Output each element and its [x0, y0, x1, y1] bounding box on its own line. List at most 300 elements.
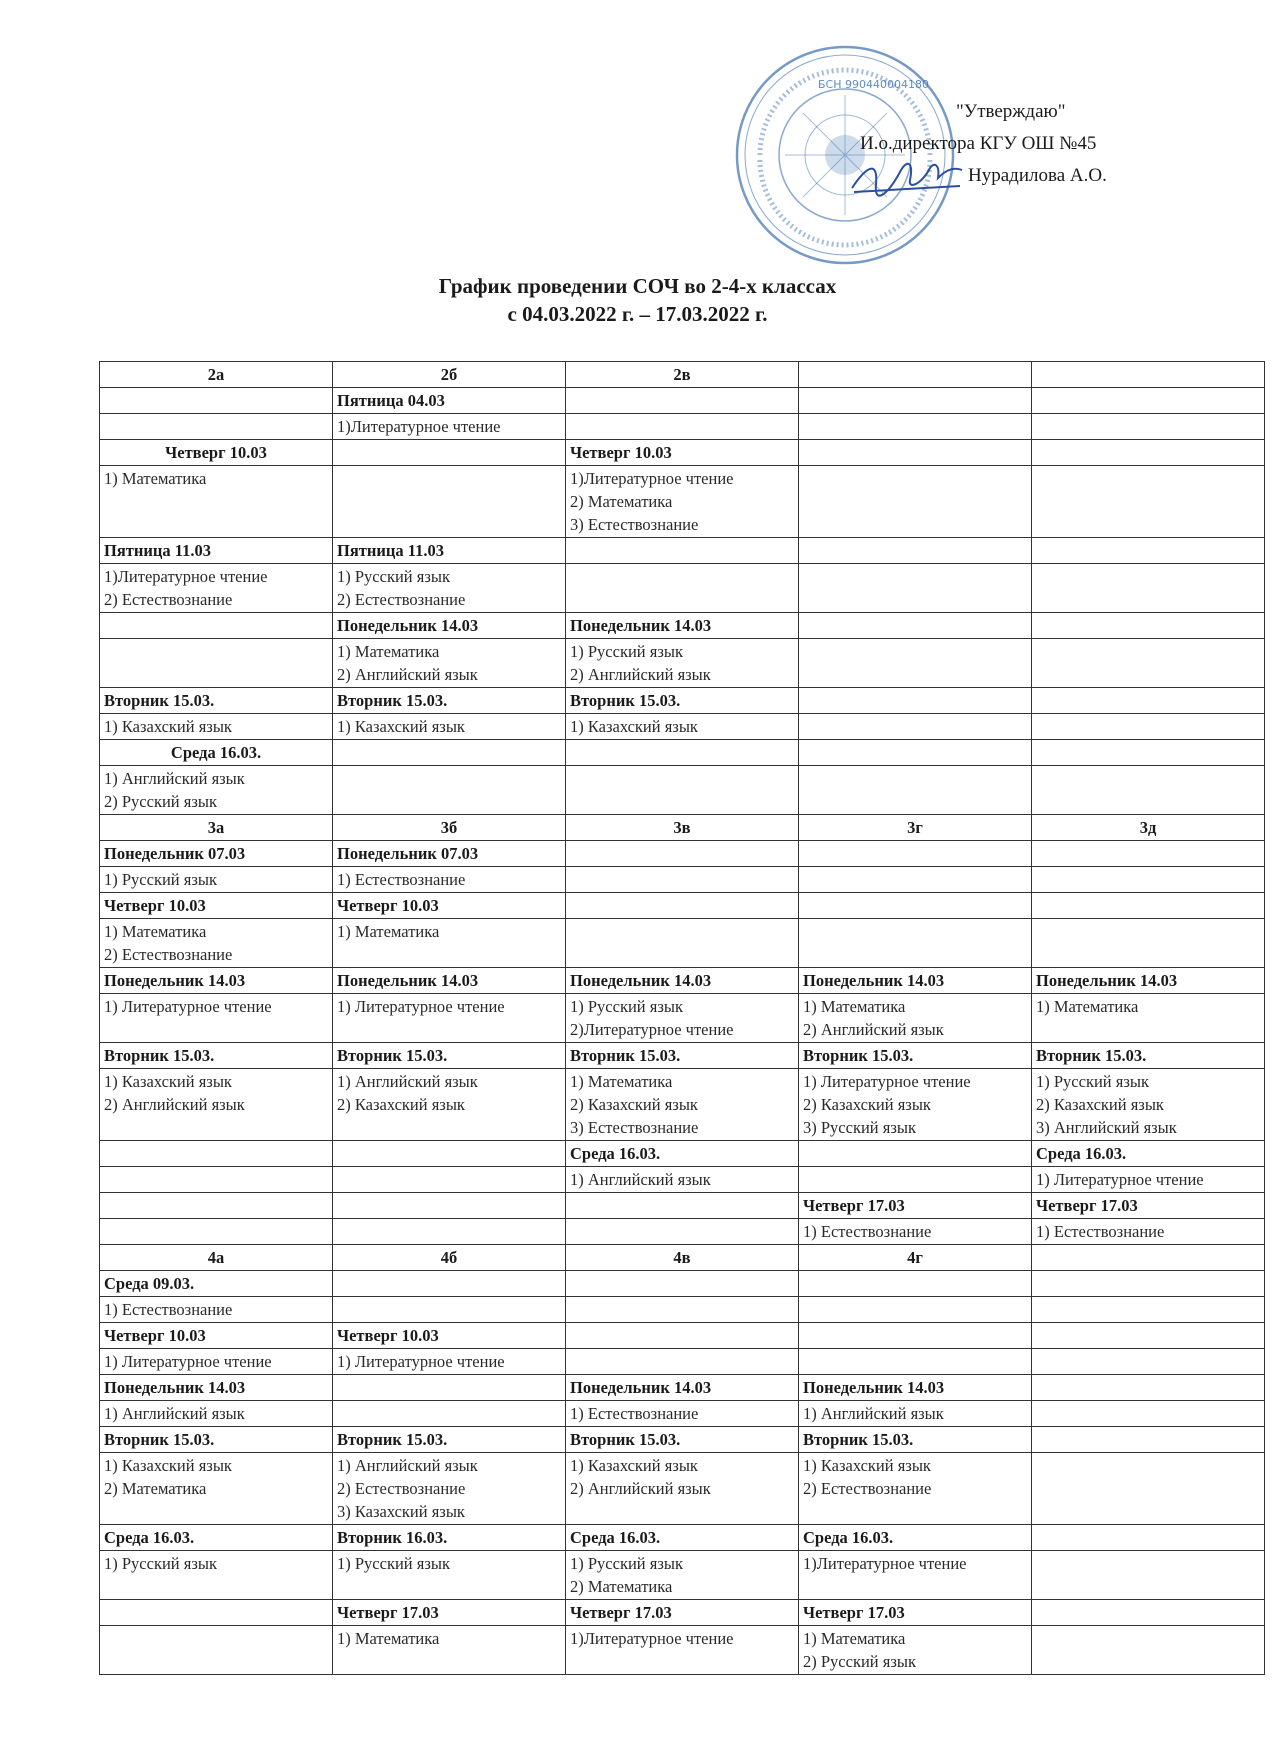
- subject-line: 1) Русский язык: [570, 642, 683, 661]
- subject-line: 1) Русский язык: [570, 997, 683, 1016]
- subject-cell: [566, 1219, 799, 1245]
- day-cell: [799, 1323, 1032, 1349]
- subject-line: 1) Литературное чтение: [337, 1352, 505, 1371]
- day-cell: [1032, 740, 1265, 766]
- subject-line: 2) Казахский язык: [570, 1095, 698, 1114]
- subject-row: [100, 1453, 1265, 1525]
- class-header-row: [100, 815, 1265, 841]
- subject-cell: [1032, 1453, 1265, 1525]
- class-header-cell: 4а: [100, 1245, 333, 1271]
- subject-cell: [1032, 1069, 1265, 1141]
- subject-cell: [333, 639, 566, 688]
- subject-cell: [100, 1453, 333, 1525]
- day-cell: Понедельник 14.03: [566, 1375, 799, 1401]
- subject-cell: [1032, 919, 1265, 968]
- day-cell: Четверг 10.03: [100, 893, 333, 919]
- day-cell: Вторник 15.03.: [799, 1427, 1032, 1453]
- subject-cell: [1032, 867, 1265, 893]
- page-title: [0, 272, 1275, 328]
- approval-heading: "Утверждаю": [956, 101, 1066, 122]
- subject-line: 2)Литературное чтение: [570, 1020, 734, 1039]
- day-cell: Понедельник 14.03: [100, 968, 333, 994]
- subject-line: 2) Английский язык: [337, 665, 478, 684]
- subject-cell: [799, 1401, 1032, 1427]
- day-cell: Понедельник 14.03: [333, 968, 566, 994]
- class-header-cell: [799, 362, 1032, 388]
- day-cell: [1032, 893, 1265, 919]
- day-cell: [566, 740, 799, 766]
- subject-line: 2) Математика: [570, 1577, 673, 1596]
- day-cell: Среда 09.03.: [100, 1271, 333, 1297]
- subject-cell: [566, 1626, 799, 1675]
- day-row: [100, 1043, 1265, 1069]
- subject-line: 1) Математика: [803, 997, 906, 1016]
- subject-cell: [100, 414, 333, 440]
- subject-cell: [333, 919, 566, 968]
- subject-line: 3) Естествознание: [570, 515, 699, 534]
- class-header-cell: 4г: [799, 1245, 1032, 1271]
- day-cell: [566, 893, 799, 919]
- subject-line: 1)Литературное чтение: [104, 567, 268, 586]
- day-cell: Вторник 15.03.: [100, 688, 333, 714]
- subject-cell: [799, 994, 1032, 1043]
- subject-cell: [1032, 1401, 1265, 1427]
- subject-line: 1) Литературное чтение: [337, 997, 505, 1016]
- subject-cell: [333, 1297, 566, 1323]
- day-cell: Вторник 15.03.: [566, 1043, 799, 1069]
- subject-line: 1) Английский язык: [104, 1404, 245, 1423]
- subject-cell: [566, 1453, 799, 1525]
- subject-cell: [799, 1453, 1032, 1525]
- class-header-cell: 2а: [100, 362, 333, 388]
- subject-line: 1) Русский язык: [337, 1554, 450, 1573]
- day-cell: [100, 1193, 333, 1219]
- day-cell: Понедельник 14.03: [566, 613, 799, 639]
- subject-line: 1) Английский язык: [570, 1170, 711, 1189]
- day-cell: Вторник 15.03.: [799, 1043, 1032, 1069]
- class-header-cell: 3г: [799, 815, 1032, 841]
- day-cell: Четверг 17.03: [1032, 1193, 1265, 1219]
- subject-line: 1) Математика: [337, 922, 440, 941]
- day-cell: [799, 388, 1032, 414]
- subject-line: 1) Русский язык: [104, 1554, 217, 1573]
- day-row: [100, 1427, 1265, 1453]
- day-cell: [566, 538, 799, 564]
- subject-row: [100, 994, 1265, 1043]
- class-header-cell: 3в: [566, 815, 799, 841]
- day-cell: [1032, 1525, 1265, 1551]
- day-cell: Четверг 10.03: [566, 440, 799, 466]
- subject-line: 1)Литературное чтение: [803, 1554, 967, 1573]
- subject-cell: [566, 1349, 799, 1375]
- subject-row: [100, 466, 1265, 538]
- day-cell: [333, 1375, 566, 1401]
- day-cell: Пятница 04.03: [333, 388, 566, 414]
- subject-cell: [799, 639, 1032, 688]
- subject-cell: [799, 1349, 1032, 1375]
- subject-line: 1) Математика: [337, 642, 440, 661]
- subject-line: 1)Литературное чтение: [570, 1629, 734, 1648]
- day-cell: [799, 613, 1032, 639]
- subject-line: 1) Естествознание: [337, 870, 466, 889]
- subject-cell: [1032, 714, 1265, 740]
- subject-cell: [566, 1167, 799, 1193]
- day-cell: [1032, 841, 1265, 867]
- subject-cell: [333, 1453, 566, 1525]
- subject-line: 1) Математика: [104, 469, 207, 488]
- day-cell: [333, 1141, 566, 1167]
- subject-cell: [100, 766, 333, 815]
- day-cell: [799, 538, 1032, 564]
- day-cell: [1032, 440, 1265, 466]
- subject-cell: [1032, 564, 1265, 613]
- day-cell: Четверг 17.03: [799, 1600, 1032, 1626]
- subject-line: 2) Русский язык: [803, 1652, 916, 1671]
- subject-cell: [1032, 466, 1265, 538]
- subject-cell: [799, 766, 1032, 815]
- day-cell: [799, 1271, 1032, 1297]
- subject-line: 1) Казахский язык: [570, 717, 698, 736]
- day-cell: Понедельник 14.03: [333, 613, 566, 639]
- subject-cell: [566, 414, 799, 440]
- subject-row: [100, 1069, 1265, 1141]
- subject-cell: [1032, 994, 1265, 1043]
- subject-cell: [1032, 414, 1265, 440]
- subject-cell: [100, 1551, 333, 1600]
- day-row: [100, 1323, 1265, 1349]
- day-cell: [100, 1600, 333, 1626]
- subject-line: 1) Английский язык: [104, 769, 245, 788]
- subject-line: 1) Естествознание: [104, 1300, 233, 1319]
- subject-row: [100, 1297, 1265, 1323]
- subject-line: 1) Казахский язык: [803, 1456, 931, 1475]
- subject-line: 1) Математика: [570, 1072, 673, 1091]
- day-cell: [100, 1141, 333, 1167]
- subject-line: 2) Казахский язык: [1036, 1095, 1164, 1114]
- subject-line: 1) Математика: [104, 922, 207, 941]
- day-cell: Четверг 10.03: [333, 893, 566, 919]
- subject-row: [100, 639, 1265, 688]
- subject-cell: [333, 414, 566, 440]
- subject-cell: [566, 919, 799, 968]
- subject-line: 2) Русский язык: [104, 792, 217, 811]
- day-cell: Среда 16.03.: [100, 740, 333, 766]
- day-cell: Понедельник 14.03: [100, 1375, 333, 1401]
- subject-line: 1) Английский язык: [337, 1456, 478, 1475]
- subject-cell: [100, 639, 333, 688]
- day-cell: [1032, 1375, 1265, 1401]
- subject-cell: [1032, 1297, 1265, 1323]
- day-row: [100, 613, 1265, 639]
- subject-line: 2) Естествознание: [104, 590, 233, 609]
- subject-line: 1) Русский язык: [570, 1554, 683, 1573]
- day-row: [100, 740, 1265, 766]
- subject-cell: [566, 867, 799, 893]
- title-line-1: График проведении СОЧ во 2-4-х классах: [438, 274, 837, 298]
- subject-line: 1) Естествознание: [1036, 1222, 1165, 1241]
- class-header-cell: 2б: [333, 362, 566, 388]
- subject-line: 1) Литературное чтение: [104, 997, 272, 1016]
- subject-cell: [333, 1069, 566, 1141]
- subject-line: 1) Английский язык: [803, 1404, 944, 1423]
- subject-cell: [333, 714, 566, 740]
- day-cell: Вторник 15.03.: [333, 688, 566, 714]
- subject-line: 2) Естествознание: [803, 1479, 932, 1498]
- subject-cell: [100, 919, 333, 968]
- day-cell: Четверг 10.03: [333, 1323, 566, 1349]
- subject-cell: [100, 1167, 333, 1193]
- subject-line: 2) Естествознание: [104, 945, 233, 964]
- subject-cell: [100, 1219, 333, 1245]
- subject-cell: [100, 1297, 333, 1323]
- day-row: [100, 1600, 1265, 1626]
- subject-cell: [1032, 639, 1265, 688]
- day-row: [100, 968, 1265, 994]
- day-cell: [799, 740, 1032, 766]
- day-row: [100, 841, 1265, 867]
- day-cell: Среда 16.03.: [566, 1141, 799, 1167]
- subject-cell: [333, 564, 566, 613]
- subject-row: [100, 564, 1265, 613]
- day-cell: Вторник 15.03.: [566, 688, 799, 714]
- day-row: [100, 688, 1265, 714]
- day-cell: Пятница 11.03: [333, 538, 566, 564]
- subject-line: 1) Русский язык: [104, 870, 217, 889]
- subject-cell: [333, 867, 566, 893]
- subject-cell: [566, 766, 799, 815]
- class-header-row: [100, 362, 1265, 388]
- subject-line: 2) Английский язык: [570, 665, 711, 684]
- subject-cell: [1032, 1167, 1265, 1193]
- subject-line: 2) Математика: [570, 492, 673, 511]
- subject-line: 1) Естествознание: [570, 1404, 699, 1423]
- subject-line: 2) Казахский язык: [337, 1095, 465, 1114]
- day-cell: [100, 613, 333, 639]
- subject-line: 1) Математика: [803, 1629, 906, 1648]
- subject-cell: [333, 766, 566, 815]
- subject-cell: [566, 1551, 799, 1600]
- day-cell: Вторник 15.03.: [100, 1043, 333, 1069]
- subject-row: [100, 1626, 1265, 1675]
- day-cell: [100, 388, 333, 414]
- class-header-cell: 3д: [1032, 815, 1265, 841]
- subject-line: 3) Английский язык: [1036, 1118, 1177, 1137]
- subject-line: 1) Казахский язык: [104, 717, 232, 736]
- subject-cell: [566, 1297, 799, 1323]
- day-cell: [1032, 688, 1265, 714]
- subject-row: [100, 1401, 1265, 1427]
- subject-row: [100, 414, 1265, 440]
- day-cell: Вторник 15.03.: [333, 1427, 566, 1453]
- day-row: [100, 1271, 1265, 1297]
- day-cell: Понедельник 14.03: [799, 968, 1032, 994]
- day-cell: Четверг 17.03: [566, 1600, 799, 1626]
- day-cell: Вторник 15.03.: [100, 1427, 333, 1453]
- day-cell: [799, 688, 1032, 714]
- day-cell: [1032, 388, 1265, 414]
- class-header-cell: [1032, 1245, 1265, 1271]
- class-header-cell: [1032, 362, 1265, 388]
- subject-line: 2) Естествознание: [337, 1479, 466, 1498]
- day-cell: Понедельник 14.03: [566, 968, 799, 994]
- day-row: [100, 1525, 1265, 1551]
- day-cell: Четверг 10.03: [100, 440, 333, 466]
- day-cell: Пятница 11.03: [100, 538, 333, 564]
- title-line-2: с 04.03.2022 г. – 17.03.2022 г.: [507, 302, 768, 326]
- subject-cell: [1032, 1219, 1265, 1245]
- subject-cell: [100, 1349, 333, 1375]
- subject-line: 1) Литературное чтение: [104, 1352, 272, 1371]
- subject-cell: [333, 1167, 566, 1193]
- subject-cell: [566, 564, 799, 613]
- class-header-cell: 3б: [333, 815, 566, 841]
- subject-cell: [799, 466, 1032, 538]
- subject-line: 2) Естествознание: [337, 590, 466, 609]
- subject-line: 2) Английский язык: [803, 1020, 944, 1039]
- subject-cell: [100, 714, 333, 740]
- day-cell: [566, 841, 799, 867]
- subject-cell: [1032, 1626, 1265, 1675]
- subject-line: 2) Математика: [104, 1479, 207, 1498]
- subject-line: 1) Русский язык: [1036, 1072, 1149, 1091]
- subject-row: [100, 1551, 1265, 1600]
- subject-cell: [799, 919, 1032, 968]
- day-row: [100, 538, 1265, 564]
- subject-row: [100, 1167, 1265, 1193]
- subject-cell: [333, 466, 566, 538]
- day-cell: Вторник 15.03.: [1032, 1043, 1265, 1069]
- day-cell: [1032, 538, 1265, 564]
- subject-row: [100, 766, 1265, 815]
- subject-cell: [566, 714, 799, 740]
- day-cell: [799, 893, 1032, 919]
- subject-line: 1) Казахский язык: [570, 1456, 698, 1475]
- day-cell: [566, 1323, 799, 1349]
- stamp-code: БСН 990440004180: [818, 78, 929, 91]
- subject-cell: [100, 867, 333, 893]
- subject-row: [100, 1219, 1265, 1245]
- day-cell: [333, 1271, 566, 1297]
- subject-cell: [100, 466, 333, 538]
- subject-row: [100, 714, 1265, 740]
- subject-cell: [799, 1167, 1032, 1193]
- day-row: [100, 388, 1265, 414]
- class-header-cell: 3а: [100, 815, 333, 841]
- subject-cell: [333, 1349, 566, 1375]
- subject-cell: [100, 1401, 333, 1427]
- subject-line: 1) Математика: [337, 1629, 440, 1648]
- subject-cell: [100, 1626, 333, 1675]
- day-cell: Понедельник 14.03: [1032, 968, 1265, 994]
- day-cell: [1032, 613, 1265, 639]
- subject-cell: [799, 1069, 1032, 1141]
- subject-cell: [566, 1069, 799, 1141]
- subject-line: 2) Английский язык: [570, 1479, 711, 1498]
- day-row: [100, 1141, 1265, 1167]
- day-cell: Среда 16.03.: [566, 1525, 799, 1551]
- subject-cell: [1032, 1349, 1265, 1375]
- subject-line: 1) Литературное чтение: [1036, 1170, 1204, 1189]
- subject-cell: [799, 414, 1032, 440]
- class-header-cell: 2в: [566, 362, 799, 388]
- subject-line: 1) Естествознание: [803, 1222, 932, 1241]
- day-cell: Среда 16.03.: [1032, 1141, 1265, 1167]
- subject-cell: [566, 1401, 799, 1427]
- subject-line: 3) Казахский язык: [337, 1502, 465, 1521]
- subject-line: 2) Английский язык: [104, 1095, 245, 1114]
- day-cell: [799, 1141, 1032, 1167]
- day-cell: Четверг 10.03: [100, 1323, 333, 1349]
- subject-cell: [566, 466, 799, 538]
- schedule-body: [100, 362, 1265, 1675]
- subject-cell: [100, 1069, 333, 1141]
- day-cell: [333, 740, 566, 766]
- subject-cell: [799, 1626, 1032, 1675]
- day-cell: [566, 388, 799, 414]
- approval-block: [860, 96, 1107, 192]
- subject-cell: [1032, 1551, 1265, 1600]
- subject-cell: [333, 1401, 566, 1427]
- subject-cell: [566, 639, 799, 688]
- subject-row: [100, 919, 1265, 968]
- day-cell: Понедельник 07.03: [100, 841, 333, 867]
- day-cell: Среда 16.03.: [799, 1525, 1032, 1551]
- subject-line: 2) Казахский язык: [803, 1095, 931, 1114]
- day-cell: Вторник 15.03.: [566, 1427, 799, 1453]
- day-cell: [566, 1271, 799, 1297]
- subject-cell: [799, 714, 1032, 740]
- subject-line: 1) Казахский язык: [337, 717, 465, 736]
- subject-line: 3) Русский язык: [803, 1118, 916, 1137]
- day-cell: [566, 1193, 799, 1219]
- subject-cell: [100, 994, 333, 1043]
- day-cell: [799, 841, 1032, 867]
- schedule-table: [99, 361, 1265, 1675]
- day-cell: [1032, 1323, 1265, 1349]
- subject-line: 3) Естествознание: [570, 1118, 699, 1137]
- subject-cell: [333, 1219, 566, 1245]
- day-cell: [1032, 1600, 1265, 1626]
- day-cell: Четверг 17.03: [799, 1193, 1032, 1219]
- subject-line: 1) Литературное чтение: [803, 1072, 971, 1091]
- subject-cell: [799, 867, 1032, 893]
- subject-cell: [799, 1551, 1032, 1600]
- day-cell: [1032, 1271, 1265, 1297]
- day-cell: Вторник 15.03.: [333, 1043, 566, 1069]
- day-row: [100, 893, 1265, 919]
- subject-cell: [333, 994, 566, 1043]
- class-header-row: [100, 1245, 1265, 1271]
- subject-row: [100, 1349, 1265, 1375]
- day-cell: [1032, 1427, 1265, 1453]
- day-cell: [333, 1193, 566, 1219]
- subject-cell: [799, 1297, 1032, 1323]
- subject-line: 1)Литературное чтение: [570, 469, 734, 488]
- subject-cell: [1032, 766, 1265, 815]
- subject-line: 1) Казахский язык: [104, 1072, 232, 1091]
- subject-line: 1) Казахский язык: [104, 1456, 232, 1475]
- subject-line: 1) Английский язык: [337, 1072, 478, 1091]
- class-header-cell: 4в: [566, 1245, 799, 1271]
- day-cell: [799, 440, 1032, 466]
- day-cell: [333, 440, 566, 466]
- day-cell: Четверг 17.03: [333, 1600, 566, 1626]
- subject-line: 1)Литературное чтение: [337, 417, 501, 436]
- day-cell: Вторник 16.03.: [333, 1525, 566, 1551]
- day-cell: Понедельник 14.03: [799, 1375, 1032, 1401]
- day-cell: Среда 16.03.: [100, 1525, 333, 1551]
- subject-cell: [333, 1551, 566, 1600]
